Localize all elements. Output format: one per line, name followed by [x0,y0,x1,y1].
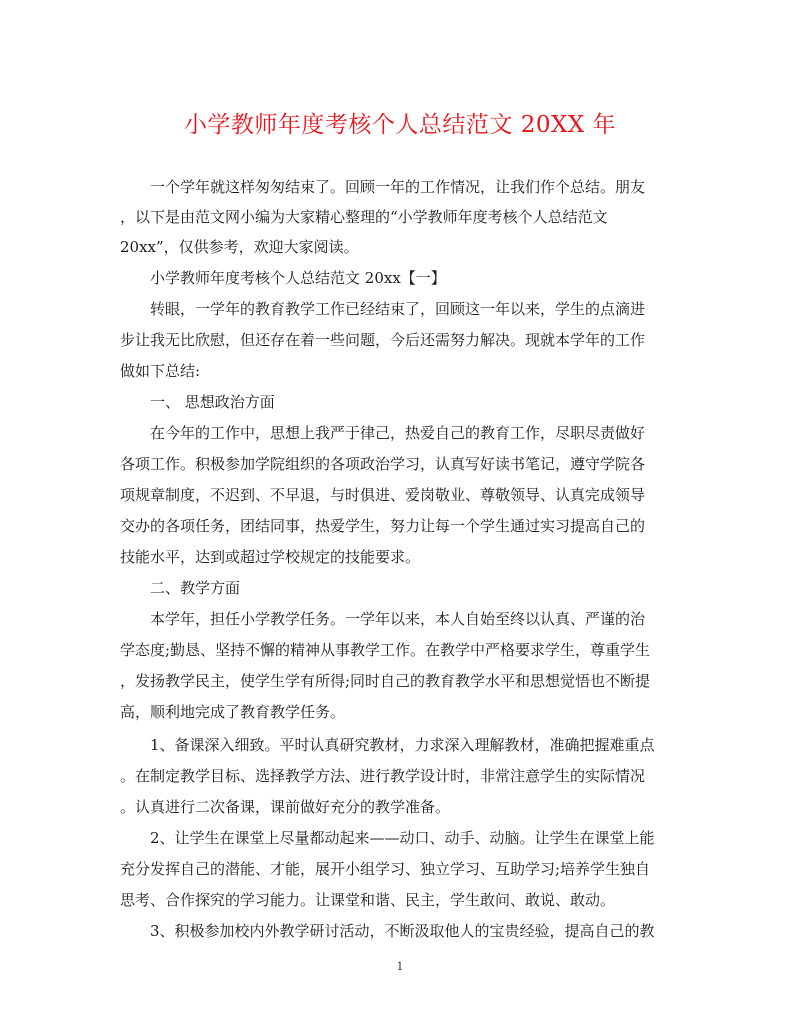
body-line: 转眼，一学年的教育教学工作已经结束了，回顾这一年以来，学生的点滴进 [120,300,646,318]
section-heading: 一、 思想政治方面 [120,393,275,411]
section-heading: 小学教师年度考核个人总结范文 20xx【一】 [120,269,446,287]
body-line: 步让我无比欣慰，但还存在着一些问题，今后还需努力解决。现就本学年的工作 [120,331,646,349]
body-line: 高，顺利地完成了教育教学任务。 [120,703,346,721]
body-line: 3、积极参加校内外教学研讨活动，不断汲取他人的宝贵经验，提高自己的教 [120,922,655,940]
body-line: 。认真进行二次备课，课前做好充分的教学准备。 [120,798,451,816]
body-line: 。在制定教学目标、选择教学方法、进行教学设计时，非常注意学生的实际情况 [120,767,646,785]
body-line: 在今年的工作中，思想上我严于律己，热爱自己的教育工作，尽职尽责做好 [120,424,646,442]
body-line: 各项工作。积极参加学院组织的各项政治学习，认真写好读书笔记，遵守学院各 [120,455,646,473]
page-number: 1 [396,960,404,973]
body-line: 充分发挥自己的潜能、才能，展开小组学习、独立学习、互助学习;培养学生独自 [120,860,651,878]
body-line: 2、让学生在课堂上尽量都动起来——动口、动手、动脑。让学生在课堂上能 [120,829,655,847]
body-line: 本学年，担任小学教学任务。一学年以来，本人自始至终以认真、严谨的治 [120,610,646,628]
body-line: 技能水平，达到或超过学校规定的技能要求。 [120,548,421,566]
section-heading: 二、教学方面 [120,579,241,597]
body-line: 一个学年就这样匆匆结束了。回顾一年的工作情况，让我们作个总结。朋友 [120,178,646,196]
body-line: 学态度;勤恳、坚持不懈的精神从事教学工作。在教学中严格要求学生，尊重学生 [120,641,651,659]
document-title: 小学教师年度考核个人总结范文 20XX 年 [183,112,617,138]
body-line: ，发扬教学民主，使学生学有所得;同时自己的教育教学水平和思想觉悟也不断提 [120,672,651,690]
body-line: 思考、合作探究的学习能力。让课堂和谐、民主，学生敢问、敢说、敢动。 [120,891,616,909]
body-line: 交办的各项任务，团结同事，热爱学生，努力让每一个学生通过实习提高自己的 [120,517,646,535]
body-line: 做如下总结: [120,362,201,380]
body-line: ，以下是由范文网小编为大家精心整理的“小学教师年度考核个人总结范文 [120,208,608,226]
body-line: 项规章制度，不迟到、不早退，与时俱进、爱岗敬业、尊敬领导、认真完成领导 [120,486,646,504]
body-line: 1、备课深入细致。平时认真研究教材，力求深入理解教材，准确把握难重点 [120,736,655,754]
body-line: 20xx”，仅供参考，欢迎大家阅读。 [120,238,359,256]
